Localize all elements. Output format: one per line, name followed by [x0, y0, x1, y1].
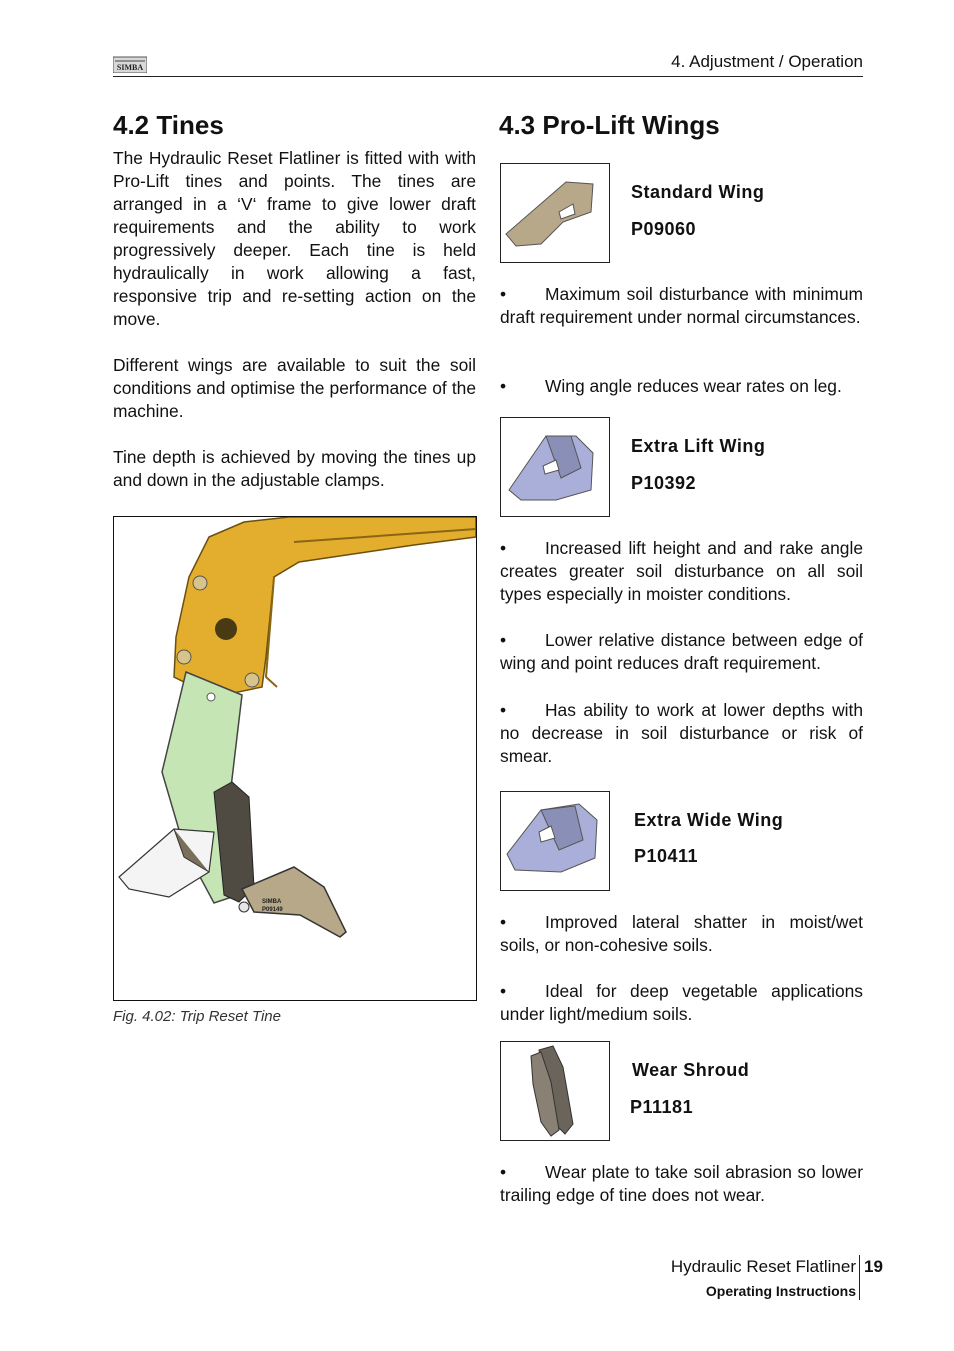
footer-subtitle: Operating Instructions — [705, 1283, 856, 1299]
simba-logo — [113, 55, 147, 73]
svg-text:P09149: P09149 — [262, 907, 283, 913]
svg-text:SIMBA: SIMBA — [262, 899, 282, 905]
section-title: 4. Adjustment / Operation — [671, 52, 863, 71]
standard-wing-image — [500, 163, 610, 263]
tines-body — [113, 147, 476, 515]
extra-lift-wing-name: Extra Lift Wing — [631, 436, 766, 456]
standard-wing-bullet-1: • Maximum soil disturbance with minimum draft requirement under normal circumstances. — [500, 284, 863, 327]
header-divider — [113, 76, 863, 77]
wings-heading: 4.3 Pro-Lift Wings — [499, 110, 720, 140]
wear-shroud-code: P11181 — [630, 1097, 694, 1117]
standard-wing-code: P09060 — [631, 219, 697, 239]
tines-heading: 4.2 Tines — [113, 110, 224, 140]
footer-title: Hydraulic Reset Flatliner — [670, 1257, 856, 1276]
standard-wing-name: Standard Wing — [631, 182, 765, 202]
trip-reset-tine-figure — [113, 516, 477, 1001]
extra-lift-wing-bullet-2: • Lower relative distance between edge of wing and point reduces draft requirement. — [500, 630, 863, 673]
tines-paragraph-2: Different wings are available to suit the soil conditions and optimise the performance of the machine. — [113, 355, 476, 421]
tines-paragraph-3: Tine depth is achieved by moving the tines up and down in the adjustable clamps. — [113, 447, 476, 490]
tines-paragraph-1: The Hydraulic Reset Flatliner is fitted with with Pro-Lift tines and points. The tines are arranged in a ‘V‘ frame to give lower draft requirements and the ability to work progressively deeper. Each tine is held hydraulically in work allowing a fast, responsive trip and re-setting action on the move. — [113, 148, 476, 329]
footer-divider — [859, 1255, 860, 1300]
extra-lift-wing-code: P10392 — [631, 473, 697, 493]
wear-shroud-bullet-1: • Wear plate to take soil abrasion so lower trailing edge of tine does not wear. — [500, 1162, 863, 1205]
extra-wide-wing-code: P10411 — [634, 846, 699, 866]
standard-wing-bullet-2: • Wing angle reduces wear rates on leg. — [500, 376, 842, 396]
figure-caption: Fig. 4.02: Trip Reset Tine — [113, 1008, 281, 1025]
tine-illustration — [114, 517, 476, 1000]
wear-shroud-image — [500, 1041, 610, 1141]
extra-wide-wing-bullet-2: • Ideal for deep vegetable applications under light/medium soils. — [500, 981, 863, 1024]
extra-wide-wing-image — [500, 791, 610, 891]
extra-lift-wing-bullet-1: • Increased lift height and and rake angle creates greater soil disturbance on all soil types especially in moister conditions. — [500, 538, 863, 604]
extra-wide-wing-bullet-1: • Improved lateral shatter in moist/wet soils, or non-cohesive soils. — [500, 912, 863, 955]
wear-shroud-name: Wear Shroud — [632, 1060, 750, 1080]
svg-text:SIMBA: SIMBA — [116, 63, 144, 72]
extra-lift-wing-image — [500, 417, 610, 517]
page-number: 19 — [864, 1257, 883, 1276]
extra-wide-wing-name: Extra Wide Wing — [634, 810, 784, 830]
extra-lift-wing-bullet-3: • Has ability to work at lower depths with no decrease in soil disturbance or risk of smear. — [500, 700, 863, 766]
